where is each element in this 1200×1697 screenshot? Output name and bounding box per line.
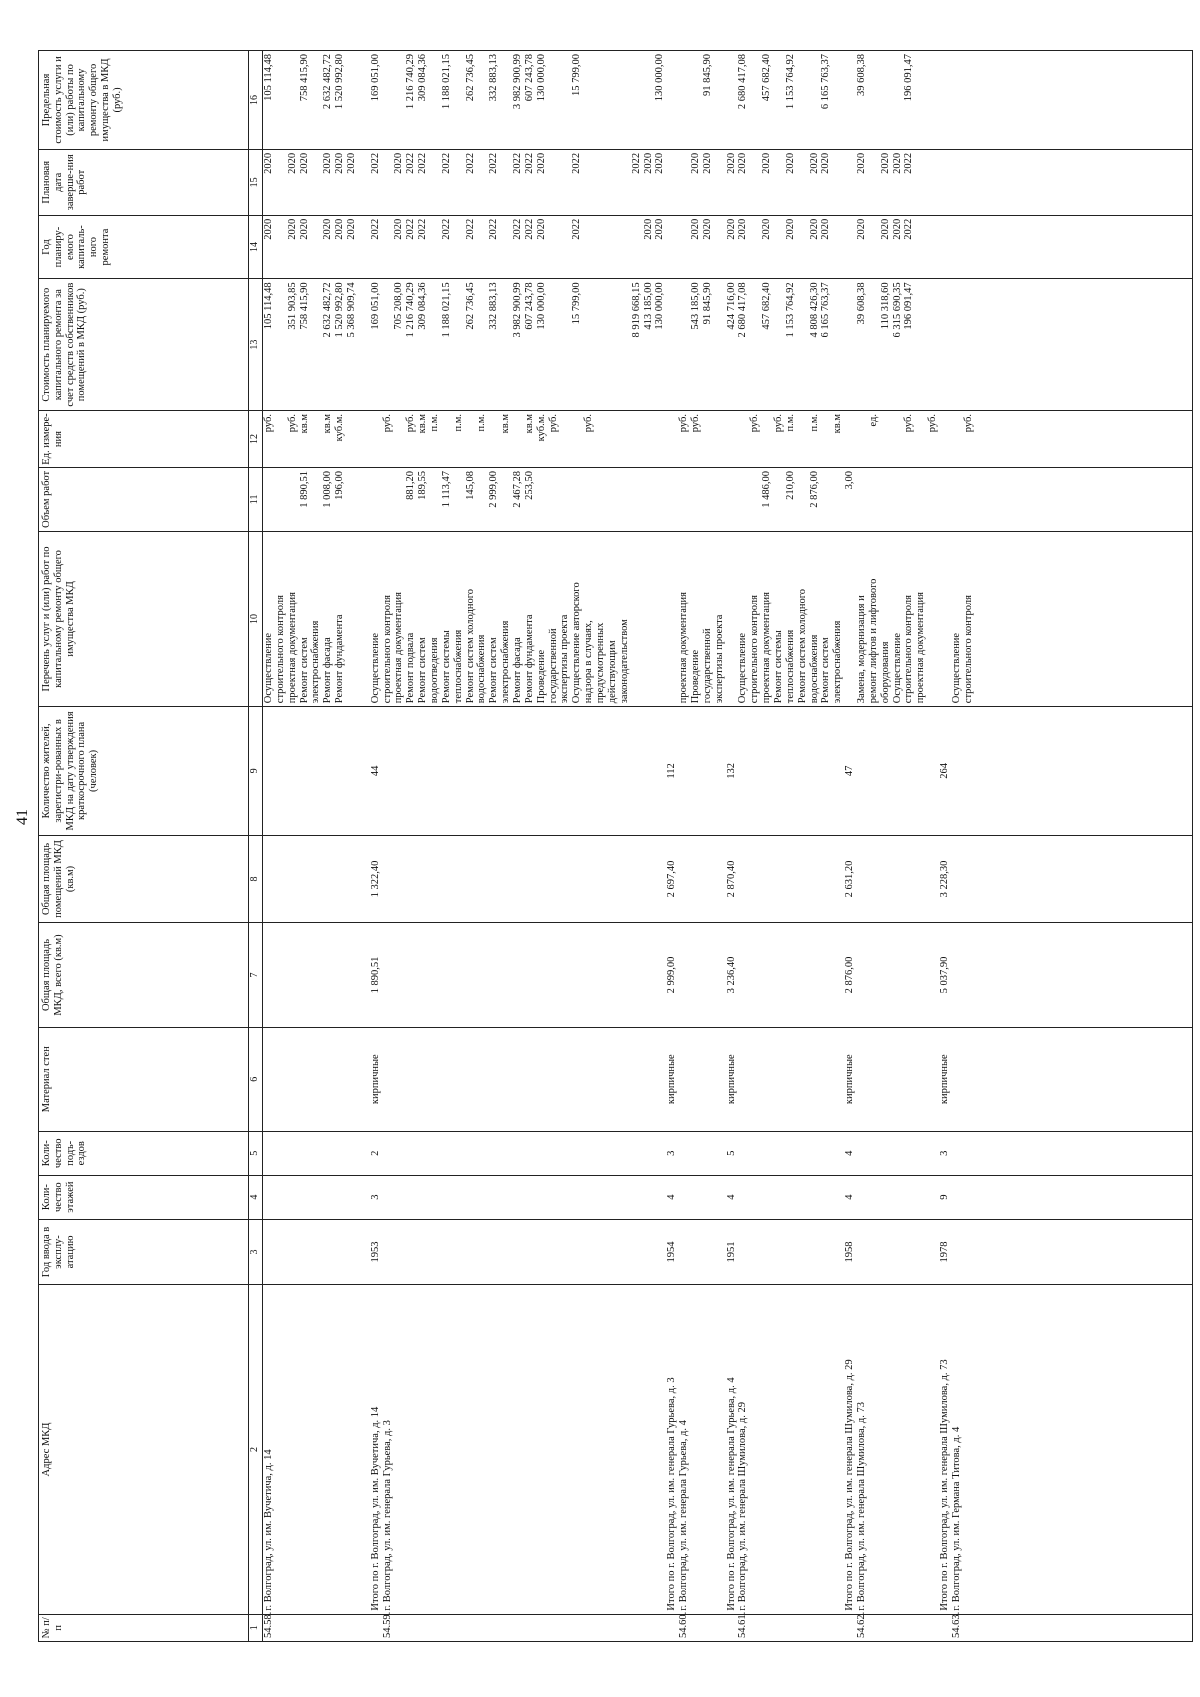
page-number: 41 [14, 809, 31, 825]
column-number: 8 [249, 835, 263, 923]
column-number: 11 [249, 468, 263, 532]
column-number: 13 [249, 279, 263, 411]
header-cell: Год вводa в эксплу-атацию [39, 1219, 249, 1285]
header-cell: Стоимость планируемого капитального ремонта за счет средств собственников помещений в МКД (руб.) [39, 279, 249, 411]
header-cell: № п/п [39, 1614, 249, 1641]
column-number: 7 [249, 923, 263, 1027]
work-volume-column: 1 890,51 1 008,00 196,00 881,20 189,55 1 113,47 145,08 2 999,00 2 467,28 253,50 1 486,00 210,00 2 876,00 3,00 [298, 471, 856, 508]
header-cell: Общая площадь МКД, всего (кв.м) [39, 923, 249, 1027]
row-number-column: 54.58. 54.59. 54.60. 54.61. 54.62. 54.63. [263, 1611, 962, 1638]
total-area-column: 1 890,51 2 999,00 3 236,40 2 876,00 5 037,90 [369, 956, 950, 994]
header-cell: Перечень услуг и (или) работ по капитальному ремонту общего имущества МКД [39, 531, 249, 707]
header-cell: Материал стен [39, 1027, 249, 1131]
header-cell: Коли-чество этажей [39, 1175, 249, 1219]
header-cell: Адрес МКД [39, 1285, 249, 1614]
column-number: 16 [249, 51, 263, 150]
header-cell: Плановая дата заверше-ния работ [39, 149, 249, 215]
header-cell: Объем работ [39, 468, 249, 532]
wall-material-column: кирпичные кирпичные кирпичные кирпичные кирпичные [369, 1054, 950, 1105]
completion-date-column: 2020 2020 2020 2020 2020 2020 2022 2020 2022 2022 2022 2022 2022 2022 2022 2020 2022 2022 2020 2020 2020 2020 2020 2020 2020 2020 2020 2020 2020 2020 2020 2022 [263, 152, 915, 174]
header-cell: Количество жителей, зарегистри-рованных в МКД на дату утверждения краткосрочного плана (человек) [39, 707, 249, 835]
cost-column: 105 114,48 351 903,85 758 415,90 2 632 482,72 1 520 992,80 5 368 909,74 169 051,00 705 208,00 1 216 740,29 309 084,36 1 188 021,15 262 736,45 332 883,13 3 982 900,99 607 243,78 130 000,00 15 799,00 8 919 668,15 413 185,00 130 000,00 543 185,00 91 845,90 424 716,00 2 680 417,08 457 682,40 1 153 764,92 4 808 426,30 6 165 763,37 39 608,38 110 318,60 6 315 690,35 196 091,47 [263, 282, 915, 338]
floors-column: 3 4 4 4 9 [369, 1194, 950, 1200]
column-number: 5 [249, 1131, 263, 1175]
planned-year-column: 2020 2020 2020 2020 2020 2020 2022 2020 2022 2022 2022 2022 2022 2022 2022 2020 2022 2020 2020 2020 2020 2020 2020 2020 2020 2020 2020 2020 2020 2020 2022 [263, 218, 915, 240]
header-cell: Предельная стоимость услуги и (или) работы по капитальному ремонту общего имущества в МКД (руб.) [39, 51, 249, 150]
table-body [263, 51, 1193, 1642]
works-list-column: Осуществление строительного контроля проектная документация Ремонт систем электроснабжения Ремонт фасада Ремонт фундамента Осуществление строительного контроля проектная документация Ремонт подвала Ремонт систем водоотведения Ремонт системы теплоснабжения Ремонт систем холодного водоснабжения Ремонт систем электроснабжения Ремонт фасада Ремонт фундамента Проведение государственной экспертизы проекта Осуществление авторского надзора в случаях, предусмотренных действующим законодательством проектная документация Проведение государственной экспертизы проекта Осуществление строительного контроля проектная документация Ремонт системы теплоснабжения Ремонт систем холодного водоснабжения Ремонт систем электроснабжения Замена, модернизация и ремонт лифтов и лифтового оборудования Осуществление строительного контроля проектная документация Осуществление строительного контроля [263, 578, 974, 704]
table-header [39, 51, 263, 1642]
address-column: г. Волгоград, ул. им. Вучетича, д. 14 Итого по г. Волгоград, ул. им. Вучетича, д. 14 г. Волгоград, ул. им. генерала Гурьева, д. 3 Итого по г. Волгоград, ул. им. генерала Гурьева, д. 3 г. Волгоград, ул. им. генерала Гурьева, д. 4 Итого по г. Волгоград, ул. им. генерала Гурьева, д. 4 г. Волгоград, ул. им. генерала Шумилова, д. 29 Итого по г. Волгоград, ул. им. генерала Шумилова, д. 29 г. Волгоград, ул. им. генерала Шумилова, д. 73 Итого по г. Волгоград, ул. им. генерала Шумилова, д. 73 г. Волгоград, ул. им. Германа Титова, д. 4 [263, 1359, 962, 1611]
header-cell: Ед. измере-ния [39, 411, 249, 468]
header-cell: Общая площадь помещений МКД (кв.м) [39, 835, 249, 923]
unit-column: руб. руб. кв.м кв.м куб.м. руб. руб. кв.м п.м. п.м. п.м. кв.м кв.м куб.м. руб. руб. руб. руб. руб. руб. п.м. п.м. кв.м ед. руб. руб. руб. [263, 414, 974, 442]
premises-area-column: 1 322,40 2 697,40 2 870,40 2 631,20 3 228,30 [369, 860, 950, 898]
residents-column: 44 112 132 47 264 [369, 763, 950, 779]
column-number: 15 [249, 149, 263, 215]
commission-year-column: 1953 1954 1951 1958 1978 [369, 1241, 950, 1263]
header-cell: Коли-чество подъ-ездов [39, 1131, 249, 1175]
column-number: 4 [249, 1175, 263, 1219]
max-cost-column: 105 114,48 758 415,90 2 632 482,72 1 520 992,80 169 051,00 1 216 740,29 309 084,36 1 188 021,15 262 736,45 332 883,13 3 982 900,99 607 243,78 130 000,00 15 799,00 130 000,00 91 845,90 2 680 417,08 457 682,40 1 153 764,92 6 165 763,37 39 608,38 196 091,47 [263, 54, 915, 110]
column-number: 6 [249, 1027, 263, 1131]
header-cell: Год планиру-емого капиталь-ного ремонта [39, 215, 249, 279]
column-number: 1 [249, 1614, 263, 1641]
column-number: 3 [249, 1219, 263, 1285]
column-number: 9 [249, 707, 263, 835]
entrances-column: 2 3 5 4 3 [369, 1150, 950, 1156]
column-number: 14 [249, 215, 263, 279]
column-number: 2 [249, 1285, 263, 1614]
column-number: 10 [249, 531, 263, 707]
column-number: 12 [249, 411, 263, 468]
repair-plan-table [38, 50, 1193, 1642]
